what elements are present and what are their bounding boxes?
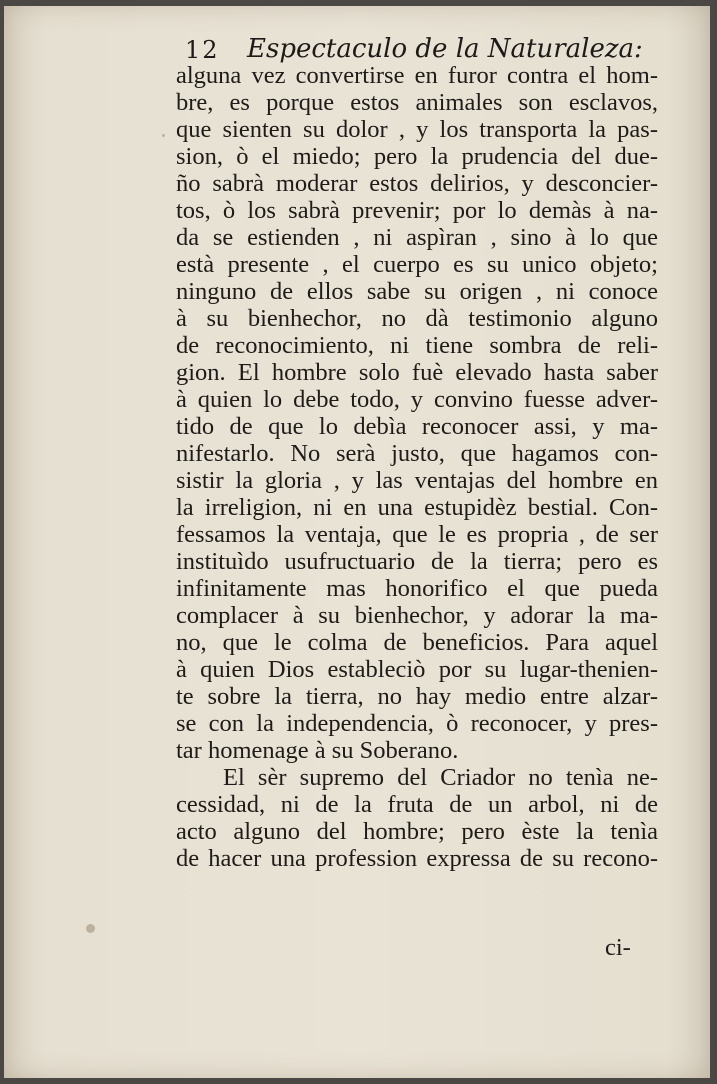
text-line: ninguno de ellos sabe su origen , ni conoce <box>176 278 658 305</box>
catchword: ci- <box>605 934 631 961</box>
foxing-spot <box>162 134 165 137</box>
text-line: tos, ò los sabrà prevenir; por lo demàs à na- <box>176 197 658 224</box>
text-line: sistir la gloria , y las ventajas del hombre en <box>176 467 658 494</box>
text-line: gion. El hombre solo fuè elevado hasta saber <box>176 359 658 386</box>
text-line: à quien lo debe todo, y convino fuesse adver- <box>176 386 658 413</box>
text-line: instituìdo usufructuario de la tierra; pero es <box>176 548 658 575</box>
text-line: cessidad, ni de la fruta de un arbol, ni de <box>176 791 658 818</box>
text-line: El sèr supremo del Criador no tenìa ne- <box>223 764 658 791</box>
text-line: ño sabrà moderar estos delirios, y desconcier- <box>176 170 658 197</box>
text-line: bre, es porque estos animales son esclavos, <box>176 89 658 116</box>
text-line: à quien Dios estableciò por su lugar-thenien- <box>176 656 658 683</box>
text-line: tido de que lo debìa reconocer assi, y ma- <box>176 413 658 440</box>
text-line: fessamos la ventaja, que le es propria , de ser <box>176 521 658 548</box>
text-line: se con la independencia, ò reconocer, y pres- <box>176 710 658 737</box>
text-line: tar homenage à su Soberano. <box>176 737 459 764</box>
text-line: la irreligion, ni en una estupidèz bestial. Con- <box>176 494 658 521</box>
text-line: à su bienhechor, no dà testimonio alguno <box>176 305 658 332</box>
body-text <box>176 62 658 872</box>
running-title: Espectaculo de la Naturaleza: <box>247 34 643 64</box>
page-number: 12 <box>185 36 220 64</box>
text-line: sion, ò el miedo; pero la prudencia del due- <box>176 143 658 170</box>
foxing-spot <box>86 924 95 933</box>
text-line: nifestarlo. No serà justo, que hagamos con- <box>176 440 658 467</box>
text-line: acto alguno del hombre; pero èste la tenìa <box>176 818 658 845</box>
text-line: de hacer una profession expressa de su recono- <box>176 845 658 872</box>
text-line: de reconocimiento, ni tiene sombra de reli- <box>176 332 658 359</box>
text-line: està presente , el cuerpo es su unico objeto; <box>176 251 658 278</box>
text-line: no, que le colma de beneficios. Para aquel <box>176 629 658 656</box>
text-line: infinitamente mas honorifico el que pueda <box>176 575 658 602</box>
text-line: que sienten su dolor , y los transporta la pas- <box>176 116 658 143</box>
text-line: alguna vez convertirse en furor contra el hom- <box>176 62 658 89</box>
text-line: complacer à su bienhechor, y adorar la ma- <box>176 602 658 629</box>
text-line: da se estienden , ni aspìran , sino à lo que <box>176 224 658 251</box>
text-line: te sobre la tierra, no hay medio entre alzar- <box>176 683 658 710</box>
